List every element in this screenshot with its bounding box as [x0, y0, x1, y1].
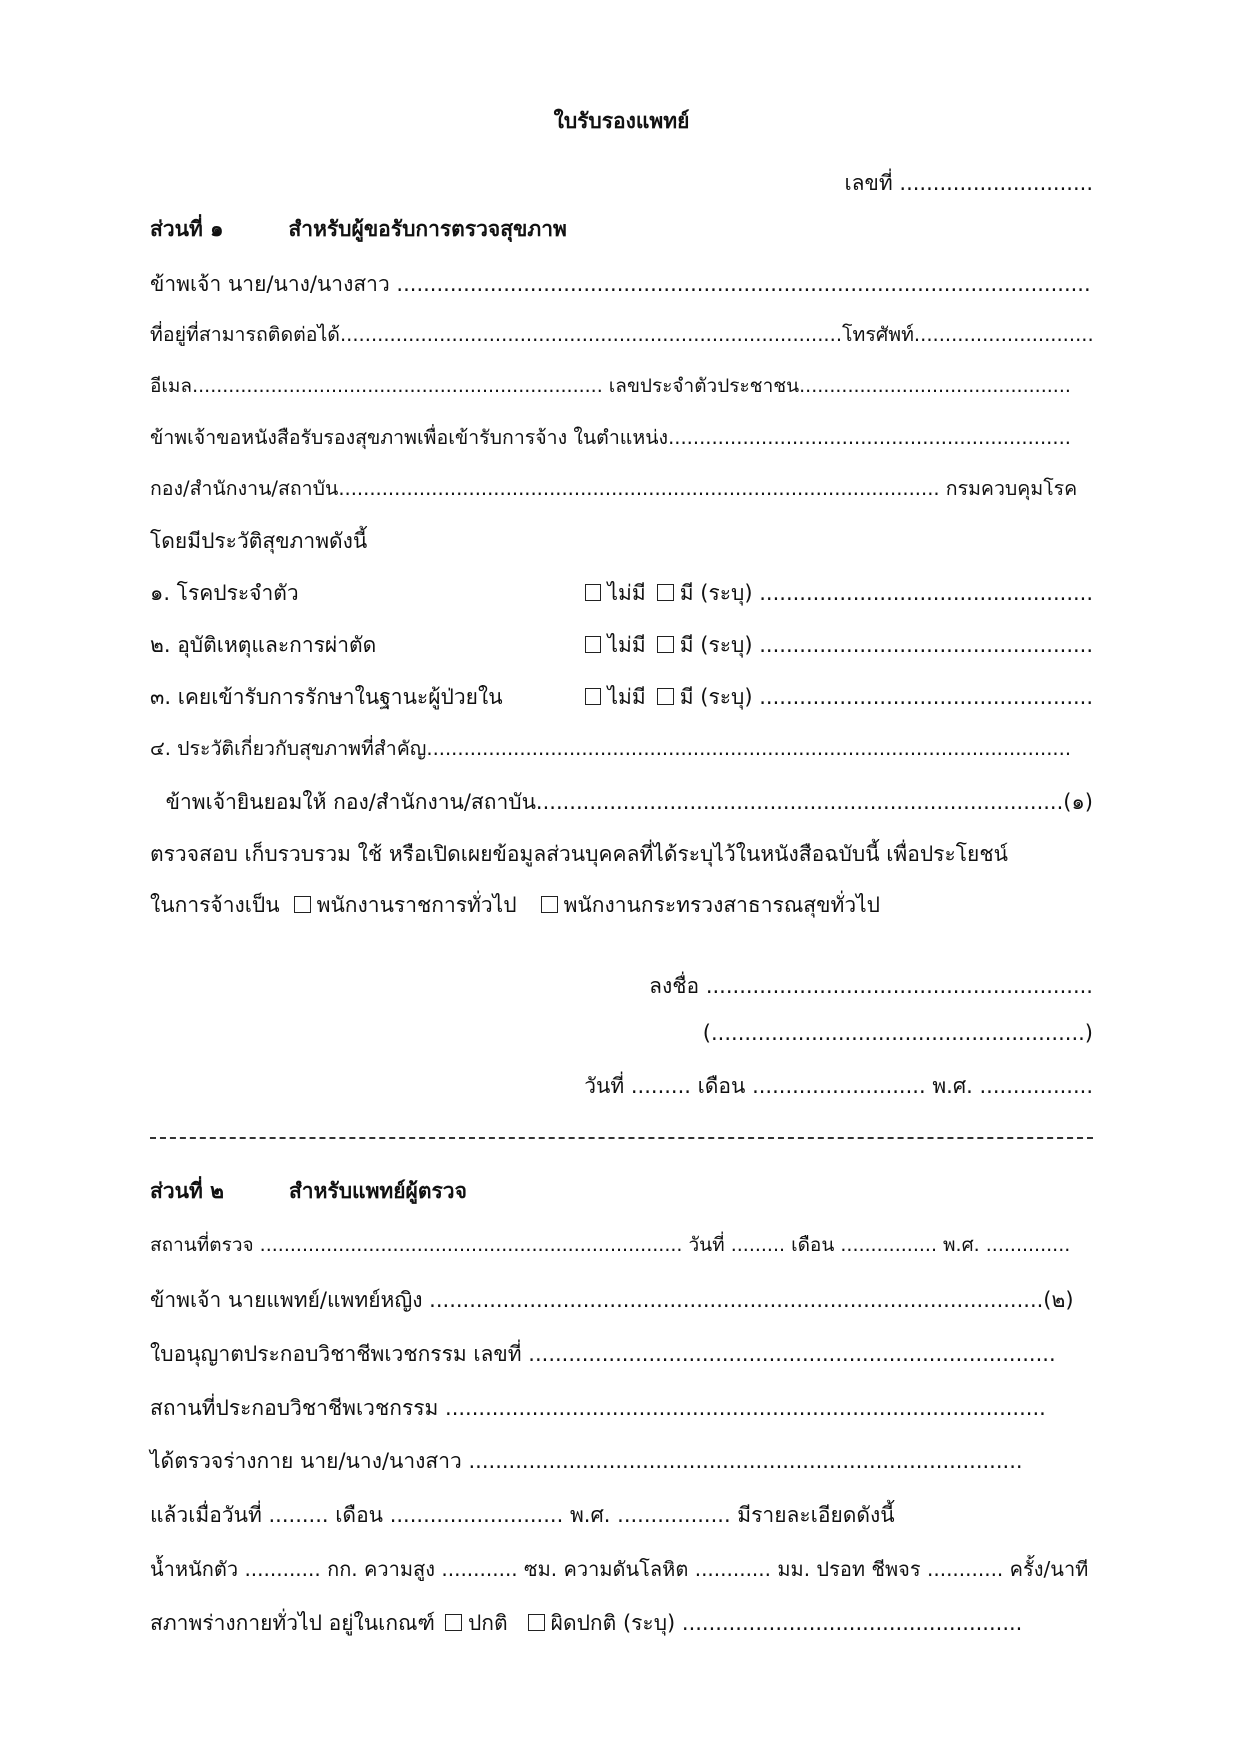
practice-place-line[interactable] [150, 1392, 1093, 1432]
part2-header [150, 1175, 1093, 1215]
practice-place-field[interactable]: สถานที่ประกอบวิชาชีพเวชกรรม .......................................................................................... [150, 1396, 1046, 1420]
normal-checkbox[interactable] [445, 1614, 462, 1631]
history-intro [150, 525, 1093, 565]
normal-label: ปกติ [467, 1611, 508, 1635]
q1-specify-field[interactable]: มี (ระบุ) .................................................. [679, 581, 1094, 605]
q2-specify-field[interactable]: มี (ระบุ) .................................................. [679, 633, 1094, 657]
q2-none-checkbox[interactable] [585, 636, 601, 653]
exam-date-field[interactable]: แล้วเมื่อวันที่ ......... เดือน .......................... พ.ศ. ................. มีรายละเอียดดังนี้ [150, 1503, 895, 1527]
q1-none-checkbox[interactable] [585, 584, 601, 601]
part1-header [150, 213, 1093, 253]
license-line[interactable] [150, 1338, 1093, 1378]
q3-specify-field[interactable]: มี (ระบุ) .................................................. [679, 685, 1094, 709]
address-line[interactable] [150, 319, 1093, 359]
part1-label: ส่วนที่ ๑ [150, 217, 224, 241]
examined-person-field[interactable]: ได้ตรวจร่างกาย นาย/นาง/นางสาว ................................................................................... [150, 1449, 1023, 1473]
position-field[interactable]: ข้าพเจ้าขอหนังสือรับรองสุขภาพเพื่อเข้ารับการจ้าง ในตำแหน่ง................................................................. [150, 426, 1071, 449]
request-line[interactable] [150, 422, 1093, 462]
none-label: ไม่มี [607, 633, 646, 657]
address-phone-field[interactable]: ที่อยู่ที่สามารถติดต่อได้.................................................................................โทรศัพท์............................. [150, 323, 1094, 346]
employ-opt1-checkbox[interactable] [294, 896, 311, 913]
history-intro-text: โดยมีประวัติสุขภาพดังนี้ [150, 529, 368, 553]
division-field[interactable]: กอง/สำนักงาน/สถาบัน................................................................................................. กรมควบคุมโรค [150, 477, 1078, 500]
doctor-name-line[interactable] [150, 1284, 1093, 1324]
employ-opt2-checkbox[interactable] [541, 896, 558, 913]
question-4-field[interactable]: ๔. ประวัติเกี่ยวกับสุขภาพที่สำคัญ........................................................................................................ [150, 737, 1072, 760]
consent-line-1[interactable] [150, 786, 1093, 826]
license-number-field[interactable]: ใบอนุญาตประกอบวิชาชีพเวชกรรม เลขที่ ............................................................................... [150, 1342, 1056, 1366]
examined-person-line[interactable] [150, 1445, 1093, 1485]
employ-opt1-label: พนักงานราชการทั่วไป [316, 893, 517, 917]
applicant-name-line[interactable] [150, 268, 1093, 308]
abnormal-checkbox[interactable] [528, 1614, 545, 1631]
doctor-name-field[interactable]: ข้าพเจ้า นายแพทย์/แพทย์หญิง ............................................................................................(๒) [150, 1288, 1074, 1312]
general-prefix: สภาพร่างกายทั่วไป อยู่ในเกณฑ์ [150, 1611, 435, 1635]
history-row-4[interactable] [150, 733, 1093, 773]
signature-name-line[interactable] [150, 1021, 1093, 1061]
email-id-field[interactable]: อีเมล.................................................................... เลขประจำตัวประชาชน............................................. [150, 375, 1071, 397]
part2-heading: สำหรับแพทย์ผู้ตรวจ [288, 1179, 467, 1203]
question-2-label: ๒. อุบัติเหตุและการผ่าตัด [150, 633, 377, 657]
employ-opt2-label: พนักงานกระทรวงสาธารณสุขทั่วไป [563, 893, 880, 917]
vitals-field[interactable]: น้ำหนักตัว ............ กก. ความสูง ............ ซม. ความดันโลหิต ............ มม. ปรอท ชีพจร ............ ครั้ง/นาที [150, 1557, 1089, 1581]
general-condition-line [150, 1607, 1093, 1647]
number-field[interactable]: เลขที่ ............................. [844, 171, 1093, 195]
applicant-name-field[interactable]: ข้าพเจ้า นาย/นาง/นางสาว ........................................................................................................ [150, 272, 1091, 296]
exam-place-line[interactable] [150, 1230, 1093, 1270]
document-title [150, 105, 1093, 145]
question-3-label: ๓. เคยเข้ารับการรักษาในฐานะผู้ป่วยใน [150, 685, 503, 709]
part1-heading: สำหรับผู้ขอรับการตรวจสุขภาพ [288, 217, 567, 241]
q3-has-checkbox[interactable] [657, 688, 673, 705]
signature-date-field[interactable]: วันที่ ......... เดือน .......................... พ.ศ. ................. [584, 1074, 1093, 1098]
vitals-line[interactable] [150, 1553, 1093, 1593]
title-text: ใบรับรองแพทย์ [553, 109, 690, 133]
question-1-label: ๑. โรคประจำตัว [150, 581, 299, 605]
signature-date-line[interactable] [150, 1070, 1093, 1110]
q1-has-checkbox[interactable] [657, 584, 673, 601]
part2-label: ส่วนที่ ๒ [150, 1179, 224, 1203]
exam-place-field[interactable]: สถานที่ตรวจ ...................................................................... วันที่ ......... เดือน ................ พ.ศ. .............. [150, 1234, 1071, 1256]
employment-type-line [150, 889, 1093, 929]
none-label: ไม่มี [607, 685, 646, 709]
exam-date-line[interactable] [150, 1499, 1093, 1539]
none-label: ไม่มี [607, 581, 646, 605]
history-row-1 [150, 577, 1093, 617]
employ-prefix: ในการจ้างเป็น [150, 893, 280, 917]
consent-text: ตรวจสอบ เก็บรวบรวม ใช้ หรือเปิดเผยข้อมูลส่วนบุคคลที่ได้ระบุไว้ในหนังสือฉบับนี้ เพื่อประโยชน์ [150, 842, 1008, 866]
abnormal-specify-field[interactable]: ผิดปกติ (ระบุ) ................................................... [550, 1611, 1023, 1635]
history-row-3 [150, 681, 1093, 721]
signature-line[interactable] [150, 970, 1093, 1010]
division-line[interactable] [150, 473, 1093, 513]
section-divider [150, 1137, 1093, 1139]
consent-agency-field[interactable]: ข้าพเจ้ายินยอมให้ กอง/สำนักงาน/สถาบัน...............................................................................(๑) [165, 790, 1093, 814]
q2-has-checkbox[interactable] [657, 636, 673, 653]
document-number[interactable] [150, 167, 1093, 207]
signature-name-field[interactable]: (........................................................) [702, 1021, 1093, 1045]
consent-line-2 [150, 838, 1093, 878]
history-row-2 [150, 629, 1093, 669]
q3-none-checkbox[interactable] [585, 688, 601, 705]
email-line[interactable] [150, 371, 1093, 411]
signature-field[interactable]: ลงชื่อ .......................................................... [649, 974, 1093, 998]
